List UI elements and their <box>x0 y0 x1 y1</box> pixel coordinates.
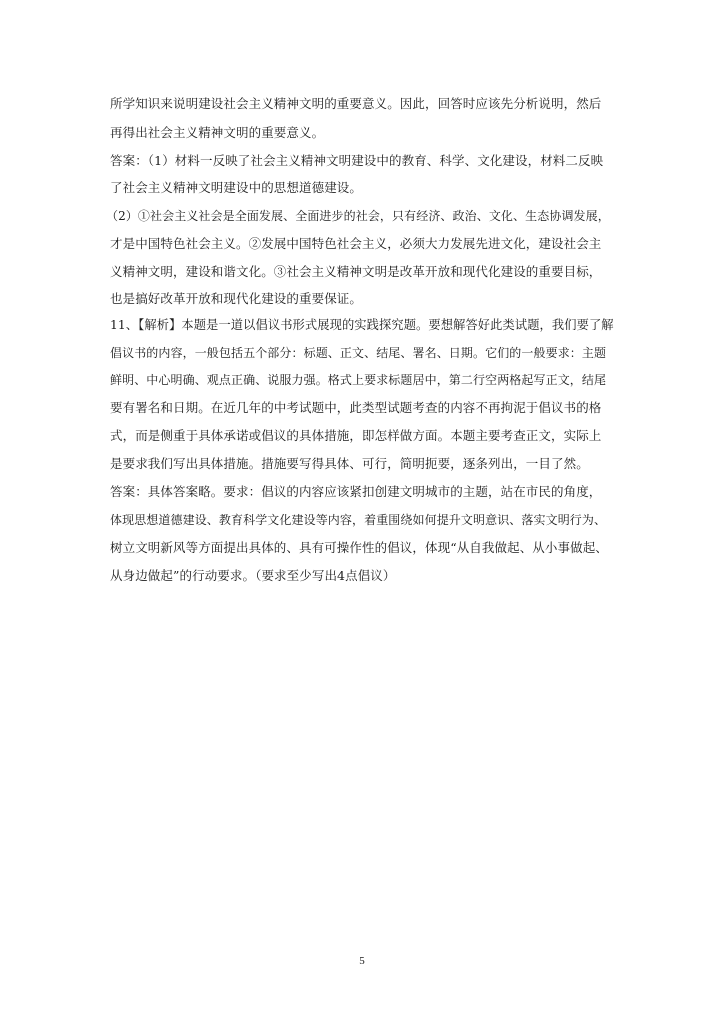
text-line: 要有署名和日期。在近几年的中考试题中，此类型试题考查的内容不再拘泥于倡议书的格 <box>110 400 602 415</box>
text-line: 所学知识来说明建设社会主义精神文明的重要意义。因此，回答时应该先分析说明，然后 <box>110 96 602 111</box>
text-line: 了社会主义精神文明建设中的思想道德建设。 <box>110 180 363 195</box>
text-line: 倡议书的内容，一般包括五个部分：标题、正文、结尾、署名、日期。它们的一般要求：主题 <box>110 346 607 360</box>
text-line: 体现思想道德建设、教育科学文化建设等内容，着重围绕如何提升文明意识、落实文明行为、 <box>110 513 607 527</box>
text-line: 树立文明新风等方面提出具体的、具有可操作性的倡议，体现“从自我做起、从小事做起、 <box>110 540 608 555</box>
text-line: 11、【解析】本题是一道以倡议书形式展现的实践探究题。要想解答好此类试题，我们要了解 <box>110 318 614 332</box>
page-number: 5 <box>359 955 365 967</box>
text-line: 鲜明、中心明确、观点正确、说服力强。格式上要求标题居中，第二行空两格起写正文，结尾 <box>110 373 607 387</box>
text-line: 再得出社会主义精神文明的重要意义。 <box>110 125 325 140</box>
text-line: 答案：具体答案略。要求：倡议的内容应该紧扣创建文明城市的主题，站在市民的角度， <box>110 484 602 499</box>
text-line: 从身边做起”的行动要求。（要求至少写出4点倡议） <box>110 568 396 583</box>
text-line: 义精神文明，建设和谐文化。③社会主义精神文明是改革开放和现代化建设的重要目标， <box>110 264 602 279</box>
text-line: （2）①社会主义社会是全面发展、全面进步的社会，只有经济、政治、文化、生态协调发展， <box>106 209 610 223</box>
text-line: 才是中国特色社会主义。②发展中国特色社会主义，必须大力发展先进文化，建设社会主 <box>110 236 602 251</box>
text-line: 也是搞好改革开放和现代化建设的重要保证。 <box>110 291 363 306</box>
text-line: 式，而是侧重于具体承诺或倡议的具体措施，即怎样做方面。本题主要考查正文，实际上 <box>110 428 602 443</box>
text-line: 是要求我们写出具体措施。措施要写得具体、可行，简明扼要，逐条列出，一目了然。 <box>110 456 589 471</box>
text-line: 答案：（1）材料一反映了社会主义精神文明建设中的教育、科学、文化建设，材料二反映 <box>110 153 604 168</box>
